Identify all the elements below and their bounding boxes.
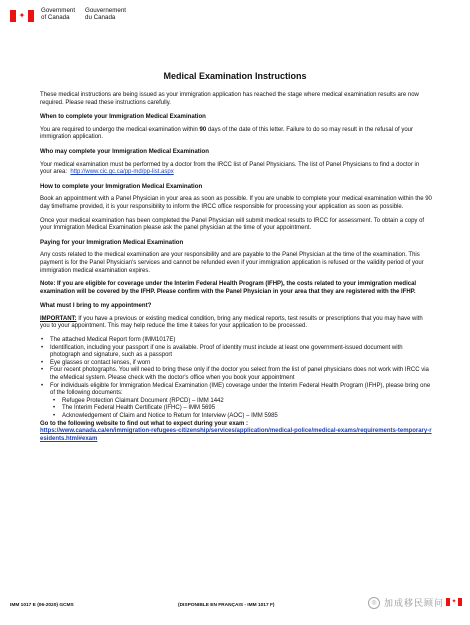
how-heading: How to complete your Immigration Medical Examination (40, 182, 203, 190)
ifhp-document-list (40, 398, 432, 421)
gov-header (10, 8, 126, 28)
panel-physician-list-link[interactable]: http://www.cic.gc.ca/pp-md/pp-list.aspx (70, 169, 174, 176)
intro-text: These medical instructions are being issued as your immigration application has reached the stage where medical examination results are now required. Please read these instructions carefully. (40, 92, 419, 106)
how-text-1: Book an appointment with a Panel Physician in your area as soon as possible. If you are unable to complete your medical examination within the 90 day timeframe provided, it is your responsibility to inform the IRCC office responsible for processing your application as soon as possible. (40, 196, 432, 210)
canada-flag-icon: ✦ (10, 10, 34, 22)
who-text: Your medical examination must be performed by a doctor from the IRCC list of Panel Physicians. The list of Panel Physicians to find a doctor in your area: http://www.cic.gc.ca/pp-md/pp-list.aspx (40, 161, 420, 176)
paying-heading: Paying for your Immigration Medical Examination (40, 238, 184, 246)
list-item: • Identification, including your passport if one is available. Proof of identity must include at least one government-issued document with photograph and signature, such as a passport (50, 345, 432, 360)
bring-heading: What must I bring to my appointment? (40, 302, 152, 310)
list-item: • The Interim Federal Health Certificate (IFHC) – IMM 5695 (62, 405, 432, 413)
list-item: • For individuals eligible for Immigration Medical Examination (IME) coverage under the Interim Federal Health Program (IFHP), please bring one of the following documents: (50, 383, 432, 398)
french-availability: (DISPONIBLE EN FRANÇAIS - IMM 1017 F) (178, 603, 275, 608)
list-item: • Four recent photographs. You will need to bring these only if the doctor you select from the list of panel physicians does not work with IRCC via the eMedical system. Please check with the doctor's office when you book your appointment (50, 367, 432, 382)
form-code: IMM 1017 E (06-2020) GCMS (10, 603, 74, 608)
important-text: IMPORTANT: If you have a previous or existing medical condition, bring any medical reports, test results or prescriptions that you may have with you to your appointment. This may help reduce the time it takes for your application to be processed. (40, 315, 423, 330)
list-item: • Refugee Protection Claimant Document (RPCD) – IMM 1442 (62, 398, 432, 406)
bring-list (40, 337, 432, 398)
when-text: You are required to undergo the medical examination within 90 days of the date of this letter. Failure to do so may result in the refusal of your immigration application. (40, 126, 414, 141)
goto-text: Go to the following website to find out what to expect during your exam : (40, 420, 249, 427)
gov-name-en: Government of Canada (41, 7, 76, 21)
canada-flag-icon: ✦ (446, 598, 462, 606)
when-heading: When to complete your Immigration Medical Examination (40, 113, 206, 121)
how-text-2: Once your medical examination has been completed the Panel Physician will submit medical results to IRCC for assessment. To obtain a copy of your Immigration Medical Examination please ask the panel physician at the time of your appointment. (40, 217, 425, 232)
list-item: • The attached Medical Report form (IMM1017E) (50, 337, 432, 345)
page-title: Medical Examination Instructions (163, 71, 307, 81)
list-item: • Acknowledgement of Claim and Notice to Return for Interview (AOC) – IMM 5985 (62, 413, 432, 421)
medical-exam-info-link[interactable]: https://www.canada.ca/en/immigration-refugees-citizenship/services/application/medical-police/medical-exams/requirements-temporary-residents.html#exam (40, 428, 432, 442)
wechat-icon: ◎ (368, 597, 380, 609)
paying-text: Any costs related to the medical examination are your responsibility and are payable to the Panel Physician at the time of the examination. This payment is for the Panel Physician's services and cannot be refunded even if your immigration application is refused or the validity period of your immigration medical examination expires. (40, 252, 424, 274)
instructions-body (40, 92, 432, 443)
watermark-text: 加成移民顾问 (384, 598, 445, 608)
ifhp-note: Note: If you are eligible for coverage under the Interim Federal Health Program (IFHP), the costs related to your immigration medical examination will be covered by the IFHP. Please confirm with the Panel Physician in your area that they are registered with the IFHP. (40, 281, 417, 295)
gov-name-fr: Gouvernement du Canada (85, 7, 126, 21)
who-heading: Who may complete your Immigration Medical Examination (40, 147, 209, 155)
list-item: • Eye glasses or contact lenses, if worn (50, 360, 432, 368)
watermark (368, 596, 444, 609)
